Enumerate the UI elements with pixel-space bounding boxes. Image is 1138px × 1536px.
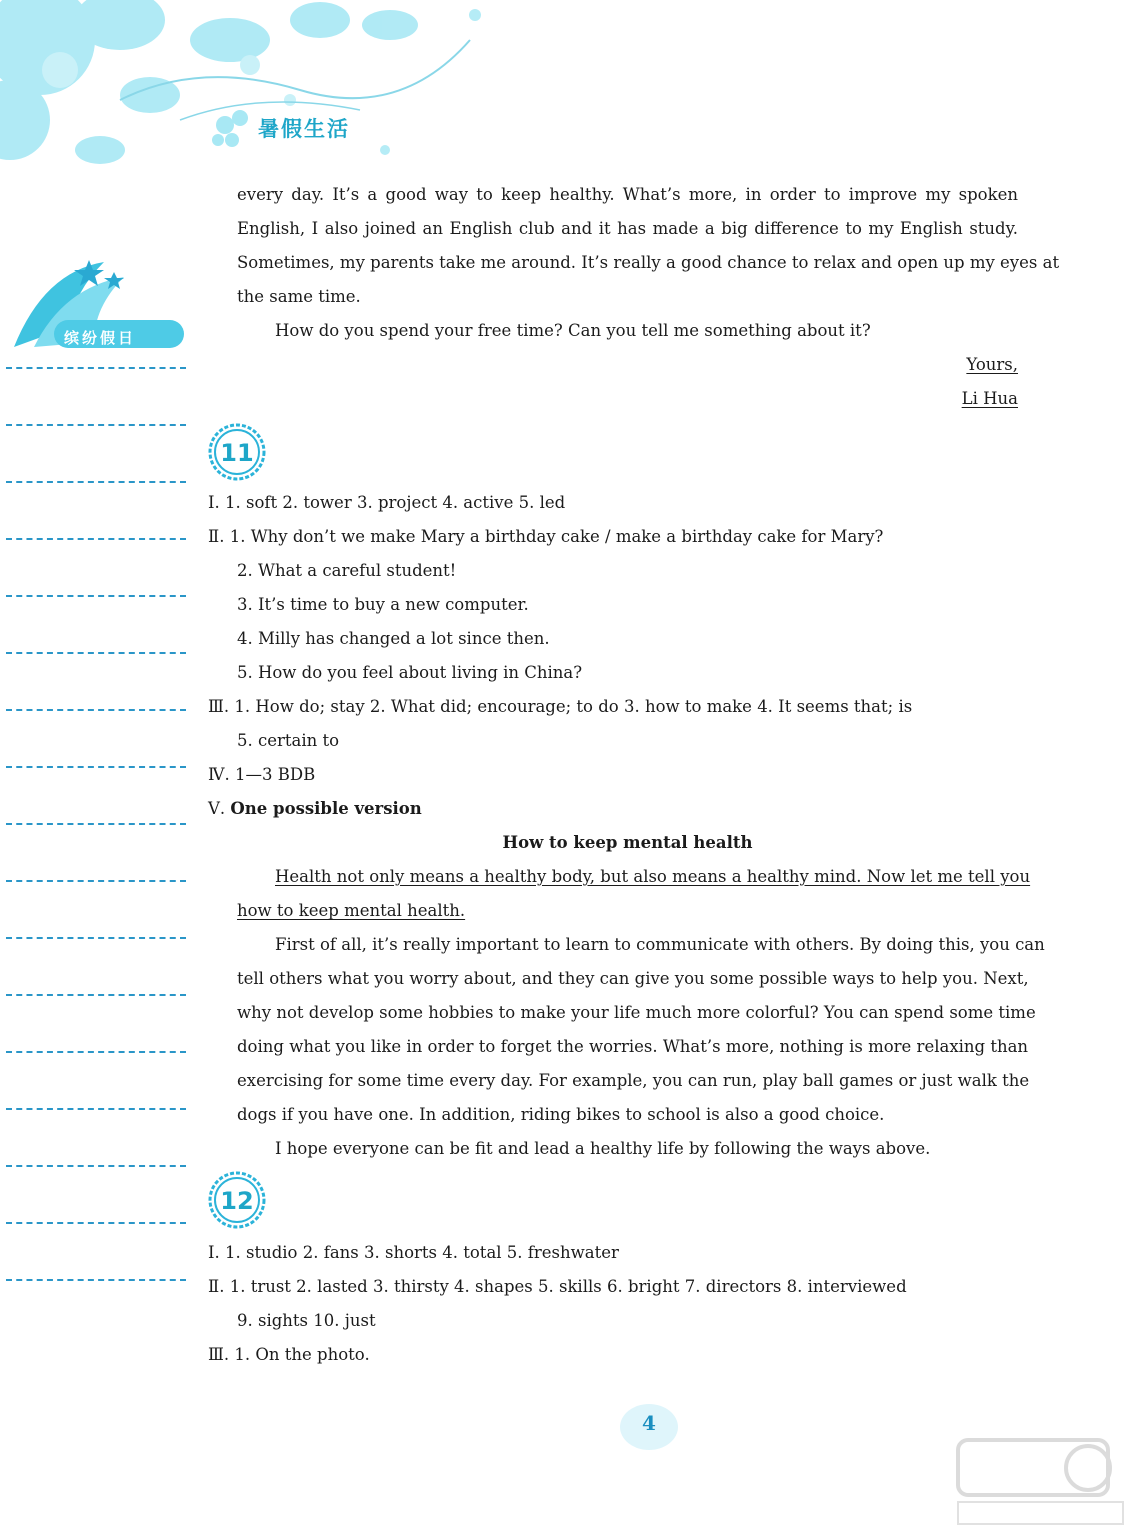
unit11-section4: Ⅳ. 1—3 BDB: [208, 765, 316, 784]
essay-intro-text: how to keep mental health.: [237, 901, 466, 920]
floral-header-decoration: [0, 0, 520, 190]
letter-line: Sometimes, my parents take me around. It’s really a good chance to relax and open up my eyes at: [237, 253, 1060, 272]
unit11-section2-item: 2. What a careful student!: [237, 561, 457, 580]
header-title: 暑假生活: [258, 117, 350, 141]
letter-closing: Yours,: [966, 355, 1018, 374]
unit11-section1: Ⅰ. 1. soft 2. tower 3. project 4. active 5. led: [208, 493, 566, 512]
unit12-section3: Ⅲ. 1. On the photo.: [208, 1345, 370, 1364]
section5-label: One possible version: [230, 799, 422, 818]
sidebar-dash-line: [6, 1108, 186, 1110]
essay-body-line: why not develop some hobbies to make your life much more colorful? You can spend some time: [237, 1003, 1036, 1022]
sidebar-dash-line: [6, 595, 186, 597]
sidebar-dash-line: [6, 367, 186, 369]
sidebar-dash-line: [6, 709, 186, 711]
essay-body-line: exercising for some time every day. For example, you can run, play ball games or just walk the: [237, 1071, 1030, 1090]
unit11-section2-item: 4. Milly has changed a lot since then.: [237, 629, 550, 648]
sidebar-dash-line: [6, 994, 186, 996]
unit12-section2-item: Ⅱ. 1. trust 2. lasted 3. thirsty 4. shapes 5. skills 6. bright 7. directors 8. interviewed: [208, 1277, 907, 1296]
essay-intro: [275, 864, 1031, 890]
sidebar-dash-line: [6, 538, 186, 540]
sidebar-dash-line: [6, 1279, 186, 1281]
essay-title: How to keep mental health: [502, 833, 753, 852]
letter-line: English, I also joined an English club and it has made a big difference to my English study.: [237, 219, 1018, 238]
sidebar-dash-line: [6, 481, 186, 483]
letter-line: every day. It’s a good way to keep healthy. What’s more, in order to improve my spoken: [237, 185, 1018, 204]
unit11-section2-item: 5. How do you feel about living in China?: [237, 663, 583, 682]
letter-signature: Li Hua: [961, 389, 1018, 408]
essay-intro-text: Health not only means a healthy body, but also means a healthy mind. Now let me tell you: [275, 867, 1031, 886]
unit11-section2-item: 3. It’s time to buy a new computer.: [237, 595, 529, 614]
unit-11-number: 11: [220, 439, 254, 467]
unit12-section2-item: 9. sights 10. just: [237, 1311, 376, 1330]
unit11-section2-item: Ⅱ. 1. Why don’t we make Mary a birthday cake / make a birthday cake for Mary?: [208, 527, 884, 546]
sidebar-dash-line: [6, 1222, 186, 1224]
sidebar-dash-line: [6, 880, 186, 882]
essay-conclusion: I hope everyone can be fit and lead a healthy life by following the ways above.: [275, 1139, 931, 1158]
essay-intro-cont: [237, 898, 1045, 924]
unit-12-number: 12: [220, 1187, 254, 1215]
unit11-section3-item: Ⅲ. 1. How do; stay 2. What did; encourage; to do 3. how to make 4. It seems that; is: [208, 697, 913, 716]
essay-body-line: First of all, it’s really important to learn to communicate with others. By doing this, you can: [275, 935, 1045, 954]
sidebar-dash-line: [6, 766, 186, 768]
essay-body-line: dogs if you have one. In addition, riding bikes to school is also a good choice.: [237, 1105, 885, 1124]
sidebar-dash-line: [6, 1051, 186, 1053]
sidebar-dash-line: [6, 424, 186, 426]
unit11-section5: [208, 796, 1016, 822]
essay-body-line: doing what you like in order to forget the worries. What’s more, nothing is more relaxing than: [237, 1037, 1029, 1056]
sidebar-dash-line: [6, 1165, 186, 1167]
page-number: 4: [642, 1411, 656, 1435]
unit-11-badge: [208, 423, 266, 481]
unit11-section3-item: 5. certain to: [237, 731, 340, 750]
letter-line: the same time.: [237, 287, 361, 306]
sidebar-dash-line: [6, 652, 186, 654]
sidebar-label: 缤纷假日: [64, 329, 137, 347]
unit12-section1: Ⅰ. 1. studio 2. fans 3. shorts 4. total 5. freshwater: [208, 1243, 619, 1262]
letter-question: How do you spend your free time? Can you tell me something about it?: [275, 321, 871, 340]
section5-prefix: Ⅴ.: [208, 799, 226, 818]
unit-12-badge: [208, 1171, 266, 1229]
essay-body-line: tell others what you worry about, and they can give you some possible ways to help you. Next,: [237, 969, 1029, 988]
sidebar-dash-line: [6, 937, 186, 939]
sidebar-dash-line: [6, 823, 186, 825]
watermark-logo: [948, 1430, 1128, 1530]
